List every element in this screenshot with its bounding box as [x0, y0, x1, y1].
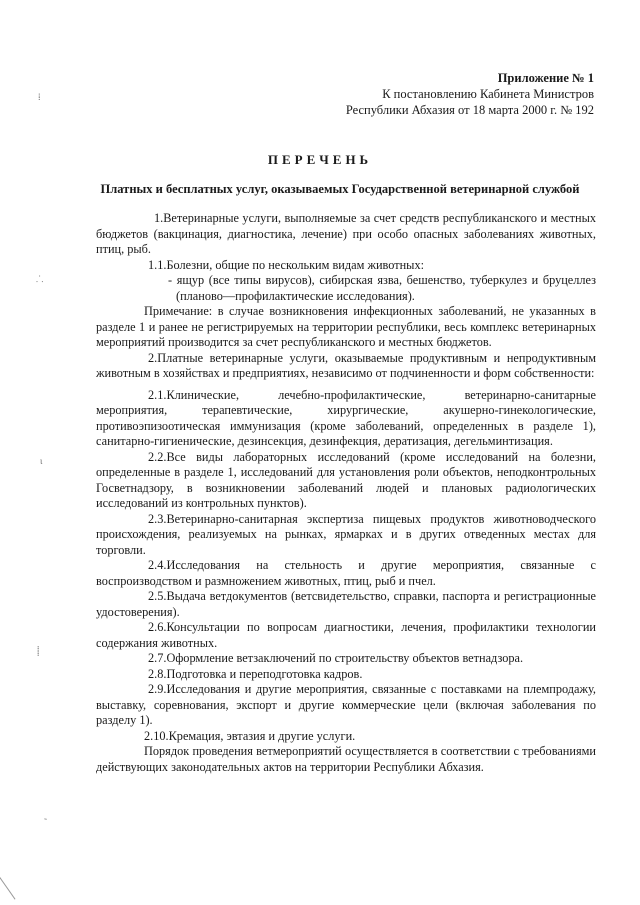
paragraph-1-1-item: - ящур (все типы вирусов), сибирская язва, бешенство, туберкулез и бруцеллез (планово—профилактические исследования). [168, 273, 596, 303]
paragraph-2-9: 2.9.Исследования и другие мероприятия, связанные с поставками на племпродажу, выставку, соревнования, экспорт и другие коммерческие цели (включая заболевания по разделу 1). [96, 682, 596, 727]
appendix-title: Приложение № 1 [497, 71, 594, 85]
document-subtitle: Платных и бесплатных услуг, оказываемых Государственной ветеринарной службой [100, 182, 580, 196]
final-paragraph: Порядок проведения ветмероприятий осуществляется в соответствии с требованиями действующих законодательных актов на территории Республики Абхазия. [96, 744, 596, 774]
appendix-header [346, 70, 594, 118]
paragraph-2-10: 2.10.Кремация, эвтазия и другие услуги. [144, 728, 356, 743]
paragraph-2-6: 2.6.Консультации по вопросам диагностики, лечения, профилактики технологии содержания животных. [96, 620, 596, 650]
appendix-line-2: Республики Абхазия от 18 марта 2000 г. № 192 [345, 103, 594, 117]
paragraph-1: 1.Ветеринарные услуги, выполняемые за счет средств республиканского и местных бюджетов (вакцинация, диагностика, лечение) при особо опасных заболеваниях животных, птиц, рыб. [96, 211, 596, 256]
note-paragraph: Примечание: в случае возникновения инфекционных заболеваний, не указанных в разделе 1 и ранее не регистрируемых на территории республики, весь комплекс ветеринарных мероприятий производится за счет республиканского и местных бюджетов. [96, 304, 596, 349]
scan-mark: ˷ [44, 810, 47, 820]
document-body [96, 211, 596, 775]
paragraph-2-5: 2.5.Выдача ветдокументов (ветсвидетельство, справки, паспорта и регистрационные удостоверения). [96, 589, 596, 619]
paragraph-1-1: 1.1.Болезни, общие по нескольким видам животных: [148, 257, 425, 272]
paragraph-2-2: 2.2.Все виды лабораторных исследований (кроме исследований на болезни, определенные в разделе 1, исследований для установления роли объектов, неподконтрольных Госветнадзору, в возникновении заболеваний людей и плановых радиологических исследований из контрольных пунктов). [96, 449, 596, 510]
paragraph-2-3: 2.3.Ветеринарно-санитарная экспертиза пищевых продуктов животноводческого происхождения, реализуемых на рынках, ярмарках и в других отведенных местах для торговли. [96, 511, 596, 557]
appendix-line-1: К постановлению Кабинета Министров [382, 87, 594, 101]
scan-mark: ⸽ [37, 646, 40, 656]
paragraph-2-8: 2.8.Подготовка и переподготовка кадров. [148, 666, 363, 681]
scan-edge-line [0, 874, 16, 899]
scan-mark: ɩ [40, 456, 43, 466]
paragraph-2-4: 2.4.Исследования на стельность и другие мероприятия, связанные с воспроизводством и размножением животных, птиц, рыб и пчел. [96, 558, 596, 588]
paragraph-2: 2.Платные ветеринарные услуги, оказываемые продуктивным и непродуктивным животным в хозяйствах и предприятиях, независимо от подчиненности и форм собственности: [96, 350, 596, 380]
paragraph-2-1: 2.1.Клинические, лечебно-профилактические, ветеринарно-санитарные мероприятия, терапевтические, хирургические, акушерно-гинекологические, противоэпизоотическая иммунизация (кроме заболеваний, определенных в разделе 1), санитарно-гигиенические, дезинсекция, дезинфекция, дератизация, дегельминтизация. [96, 387, 596, 448]
paragraph-2-7: 2.7.Оформление ветзаключений по строительству объектов ветнадзора. [148, 651, 524, 665]
scan-mark: ⸫ [36, 274, 44, 284]
document-title: ПЕРЕЧЕНЬ [267, 152, 373, 167]
scan-mark: ⁞ [38, 92, 41, 102]
